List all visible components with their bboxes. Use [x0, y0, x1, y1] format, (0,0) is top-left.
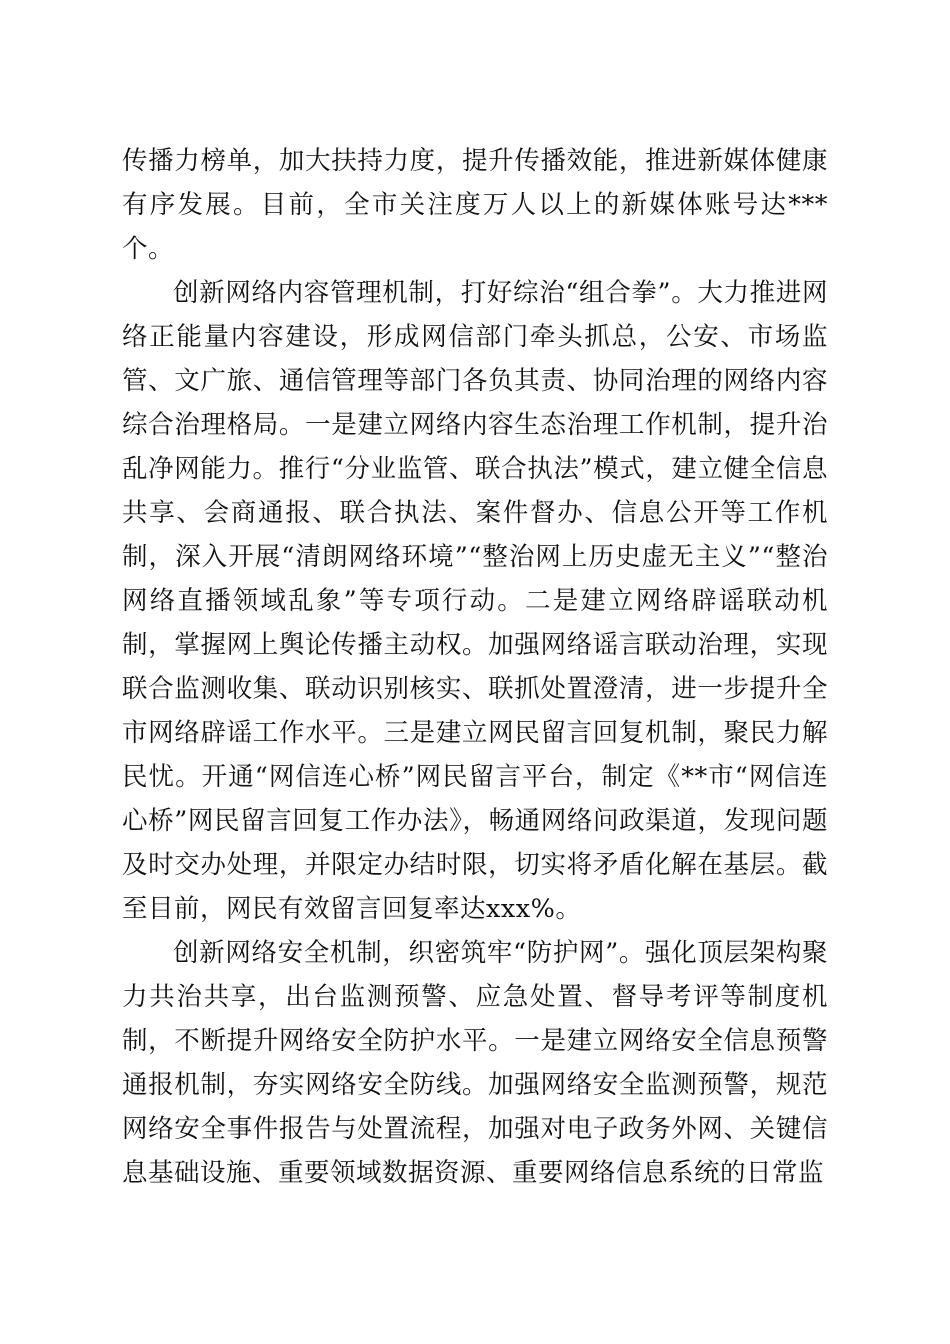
paragraph-continuation: 传播力榜单，加大扶持力度，提升传播效能，推进新媒体健康有序发展。目前，全市关注度万人以上的新媒体账号达***个。	[122, 146, 828, 264]
paragraph-network-security: 创新网络安全机制，织密筑牢“防护网”。强化顶层架构聚力共治共享，出台监测预警、应急处置、督导考评等制度机制，不断提升网络安全防护水平。一是建立网络安全信息预警通报机制，夯实网络安全防线。加强网络安全监测预警，规范网络安全事件报告与处置流程，加强对电子政务外网、关键信息基础设施、重要领域数据资源、重要网络信息系统的日常监	[122, 938, 828, 1188]
document-body	[122, 139, 828, 1195]
paragraph-content-management: 创新网络内容管理机制，打好综治“组合拳”。大力推进网络正能量内容建设，形成网信部门牵头抓总，公安、市场监管、文广旅、通信管理等部门各负其责、协同治理的网络内容综合治理格局。一是建立网络内容生态治理工作机制，提升治乱净网能力。推行“分业监管、联合执法”模式，建立健全信息共享、会商通报、联合执法、案件督办、信息公开等工作机制，深入开展“清朗网络环境”“整治网上历史虚无主义”“整治网络直播领域乱象”等专项行动。二是建立网络辟谣联动机制，掌握网上舆论传播主动权。加强网络谣言联动治理，实现联合监测收集、联动识别核实、联抓处置澄清，进一步提升全市网络辟谣工作水平。三是建立网民留言回复机制，聚民力解民忧。开通“网信连心桥”网民留言平台，制定《**市“网信连心桥”网民留言回复工作办法》，畅通网络问政渠道，发现问题及时交办处理，并限定办结时限，切实将矛盾化解在基层。截至目前，网民有效留言回复率达xxx%。	[122, 278, 828, 924]
